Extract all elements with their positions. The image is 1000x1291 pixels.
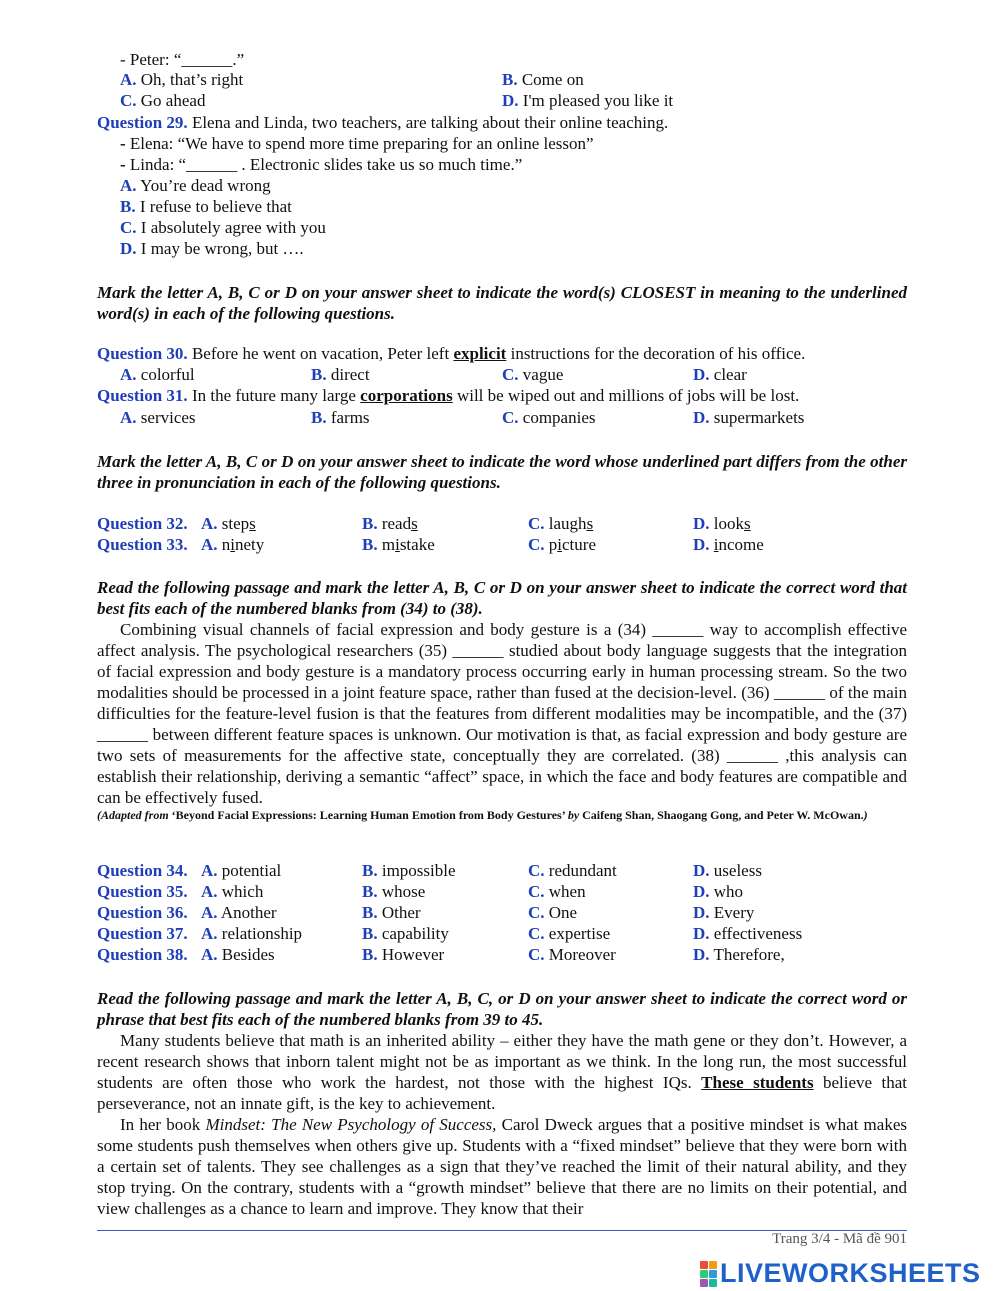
q31-option-d[interactable]: D. supermarkets (693, 408, 805, 427)
answer-option-c[interactable]: C. redundant (528, 861, 617, 880)
answer-option-d[interactable]: D. Every (693, 903, 755, 922)
instruction-pronunciation: Mark the letter A, B, C or D on your answer sheet to indicate the word whose underlined part differs from the other three in pronunciation in each of the following questions. (97, 452, 907, 492)
passage-source: (Adapted from ‘Beyond Facial Expressions: Learning Human Emotion from Body Gestures’ by Caifeng Shan, Shaogang Gong, and Peter W. McOwan.) (97, 808, 868, 822)
q29-option-a[interactable]: A. You’re dead wrong (120, 176, 271, 195)
q30-option-a[interactable]: A. colorful (120, 365, 195, 384)
answer-option-c[interactable]: C. expertise (528, 924, 611, 943)
q30-option-c[interactable]: C. vague (502, 365, 564, 384)
q32-option-a[interactable]: A. steps (201, 514, 256, 533)
q32-option-b[interactable]: B. reads (362, 514, 418, 533)
answer-option-c[interactable]: C. One (528, 903, 578, 922)
question-label: Question 36. (97, 903, 188, 922)
q29-option-c[interactable]: C. I absolutely agree with you (120, 218, 326, 237)
instruction-closest-meaning: Mark the letter A, B, C or D on your answer sheet to indicate the word(s) CLOSEST in meaning to the underlined word(s) in each of the following questions. (97, 283, 907, 323)
logo-square (700, 1261, 708, 1269)
passage-34-38: Combining visual channels of facial expression and body gesture is a (34) ______ way to accomplish effective affect analysis. The psychological researchers (35) ______ studied about body language suggests that the integration of facial expression and body gesture is a mandatory process occurring early in human processing stream. So the two modalities should be processed in a joint feature space, rather than fused at the decision-level. (36) ______ of the main difficulties for the feature-level fusion is that the features from different modalities may be incompatible, and the (37) ______ between different feature spaces is unknown. Our motivation is that, as facial expression and body gesture are two sets of measurements for the affective state, conceptually they are correlated. (38) ______ ,this analysis can establish their relationship, deriving a semantic “affect” space, in which the face and body features are compatible and can be effectively fused. (97, 620, 907, 807)
logo-square (709, 1270, 717, 1278)
answer-option-b[interactable]: B. However (362, 945, 445, 964)
q28-option-b[interactable]: B. Come on (502, 70, 584, 89)
q28-option-c[interactable]: C. Go ahead (120, 91, 206, 110)
liveworksheets-icon (700, 1261, 717, 1287)
instruction-passage-39-45: Read the following passage and mark the letter A, B, C, or D on your answer sheet to indicate the correct word or phrase that best fits each of the numbered blanks from 39 to 45. (97, 989, 907, 1029)
answer-option-c[interactable]: C. when (528, 882, 586, 901)
answer-option-a[interactable]: A. Another (201, 903, 277, 922)
q29-linda: - Linda: “______ . Electronic slides take us so much time.” (120, 155, 523, 174)
q32-option-d[interactable]: D. looks (693, 514, 751, 533)
q29-elena: - Elena: “We have to spend more time preparing for an online lesson” (120, 134, 594, 153)
question-label: Question 35. (97, 882, 188, 901)
logo-square (709, 1261, 717, 1269)
q30-option-d[interactable]: D. clear (693, 365, 747, 384)
q31-option-a[interactable]: A. services (120, 408, 196, 427)
q30-option-b[interactable]: B. direct (311, 365, 370, 384)
answer-option-a[interactable]: A. which (201, 882, 264, 901)
answer-option-d[interactable]: D. who (693, 882, 744, 901)
instruction-passage-34-38: Read the following passage and mark the letter A, B, C or D on your answer sheet to indicate the correct word that best fits each of the numbered blanks from (34) to (38). (97, 578, 907, 618)
q28-option-a[interactable]: A. Oh, that’s right (120, 70, 244, 89)
answer-option-b[interactable]: B. capability (362, 924, 449, 943)
question-label: Question 38. (97, 945, 188, 964)
logo-square (700, 1279, 708, 1287)
answer-option-d[interactable]: D. Therefore, (693, 945, 785, 964)
logo-square (709, 1279, 717, 1287)
liveworksheets-logo[interactable] (700, 1258, 981, 1289)
answer-option-a[interactable]: A. Besides (201, 945, 275, 964)
q29-stem: Question 29. Elena and Linda, two teachers, are talking about their online teaching. (97, 113, 669, 132)
answer-option-b[interactable]: B. whose (362, 882, 426, 901)
answer-option-c[interactable]: C. Moreover (528, 945, 616, 964)
q28-option-d[interactable]: D. I'm pleased you like it (502, 91, 674, 110)
q32-label: Question 32. (97, 514, 188, 533)
passage-39-45-p2: In her book Mindset: The New Psychology of Success, Carol Dweck argues that a positive mindset is what makes some students push themselves when others give up. Students with a “fixed mindset” believe that they were born with a certain set of talents. They see challenges as a sign that they’ve reached the limit of their natural ability, and they stop trying. On the contrary, students with a “growth mindset” believe that there are no limits on their potential, and view challenges as a chance to learn and improve. They know that their (97, 1115, 907, 1218)
answer-option-a[interactable]: A. potential (201, 861, 282, 880)
q31-stem: Question 31. In the future many large corporations will be wiped out and millions of jobs will be lost. (97, 386, 800, 405)
q33-label: Question 33. (97, 535, 188, 554)
q28-dialog: - Peter: “______.” (120, 50, 245, 69)
answer-option-b[interactable]: B. impossible (362, 861, 456, 880)
q29-option-d[interactable]: D. I may be wrong, but …. (120, 239, 304, 258)
answer-option-b[interactable]: B. Other (362, 903, 421, 922)
q33-option-d[interactable]: D. income (693, 535, 764, 554)
q31-option-c[interactable]: C. companies (502, 408, 596, 427)
answer-option-a[interactable]: A. relationship (201, 924, 303, 943)
q33-option-a[interactable]: A. ninety (201, 535, 265, 554)
page-number: Trang 3/4 - Mã đề 901 (772, 1231, 907, 1247)
answer-option-d[interactable]: D. effectiveness (693, 924, 803, 943)
passage-39-45-p1: Many students believe that math is an inherited ability – either they have the math gene or they don’t. However, a recent research shows that inborn talent might not be as important as we think. In the long run, the most successful students are often those who work the hardest, not those with the highest IQs. These students believe that perseverance, not an innate gift, is the key to achievement. (97, 1031, 908, 1113)
question-label: Question 37. (97, 924, 188, 943)
answer-option-d[interactable]: D. useless (693, 861, 762, 880)
logo-square (700, 1270, 708, 1278)
q31-option-b[interactable]: B. farms (311, 408, 370, 427)
q32-option-c[interactable]: C. laughs (528, 514, 594, 533)
q29-option-b[interactable]: B. I refuse to believe that (120, 197, 292, 216)
q33-option-c[interactable]: C. picture (528, 535, 596, 554)
q30-stem: Question 30. Before he went on vacation, Peter left explicit instructions for the decoration of his office. (97, 344, 806, 363)
question-label: Question 34. (97, 861, 188, 880)
q33-option-b[interactable]: B. mistake (362, 535, 435, 554)
liveworksheets-wordmark: LIVEWORKSHEETS (720, 1258, 981, 1288)
